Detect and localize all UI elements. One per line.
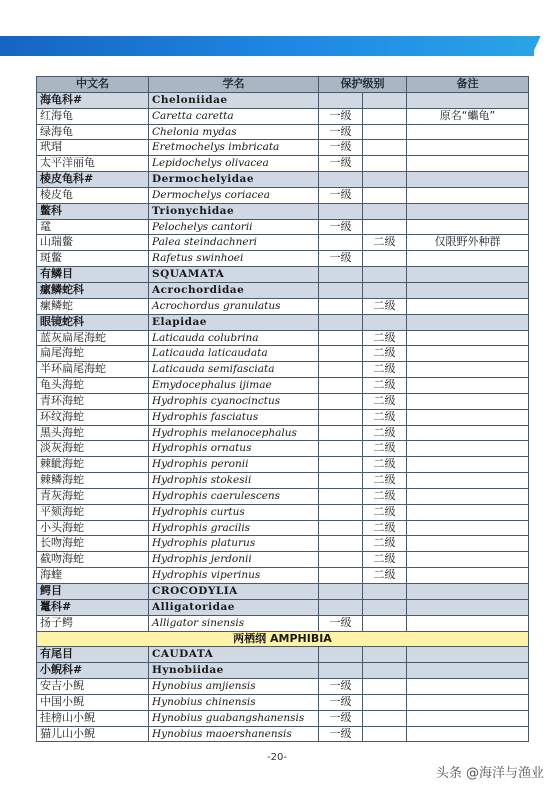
- level-1-cell: [319, 346, 363, 362]
- cn-name-cell: 棘眦海蛇: [37, 457, 149, 473]
- level-2-cell: 二级: [363, 568, 407, 584]
- sci-name-cell: Hydrophis gracilis: [149, 520, 319, 536]
- level-2-cell: [363, 251, 407, 267]
- sci-name-cell: Alligatoridae: [149, 599, 319, 615]
- level-2-cell: 二级: [363, 378, 407, 394]
- sci-name-cell: Palea steindachneri: [149, 235, 319, 251]
- level-1-cell: [319, 267, 363, 283]
- level-1-cell: [319, 584, 363, 600]
- note-cell: [407, 473, 529, 489]
- cn-name-cell: 中国小鲵: [37, 694, 149, 710]
- table-header-row: [37, 77, 529, 93]
- level-1-cell: [319, 298, 363, 314]
- level-1-cell: 一级: [319, 187, 363, 203]
- cn-name-cell: 扁尾海蛇: [37, 346, 149, 362]
- cn-name-cell: 蓝灰扁尾海蛇: [37, 330, 149, 346]
- table-row: [37, 457, 529, 473]
- note-cell: [407, 219, 529, 235]
- table-row: [37, 409, 529, 425]
- table-row: [37, 298, 529, 314]
- level-1-cell: 一级: [319, 694, 363, 710]
- sci-name-cell: Caretta caretta: [149, 108, 319, 124]
- cn-name-cell: 瘰鳞蛇: [37, 298, 149, 314]
- level-2-cell: [363, 156, 407, 172]
- family-row: [37, 663, 529, 679]
- table-row: [37, 219, 529, 235]
- sci-name-cell: SQUAMATA: [149, 267, 319, 283]
- cn-name-cell: 棱皮龟科#: [37, 172, 149, 188]
- cn-name-cell: 太平洋丽龟: [37, 156, 149, 172]
- page-number: -20-: [267, 752, 287, 763]
- species-table: [36, 76, 529, 742]
- sci-name-cell: CAUDATA: [149, 647, 319, 663]
- level-1-cell: [319, 568, 363, 584]
- sci-name-cell: Hydrophis viperinus: [149, 568, 319, 584]
- note-cell: [407, 282, 529, 298]
- family-row: [37, 282, 529, 298]
- note-cell: [407, 346, 529, 362]
- cn-name-cell: 瘰鳞蛇科: [37, 282, 149, 298]
- top-banner: [0, 36, 534, 56]
- cn-name-cell: 有尾目: [37, 647, 149, 663]
- level-2-cell: [363, 663, 407, 679]
- note-cell: [407, 330, 529, 346]
- table-row: [37, 235, 529, 251]
- level-2-cell: 二级: [363, 457, 407, 473]
- table-row: [37, 362, 529, 378]
- level-1-cell: [319, 441, 363, 457]
- table-row: [37, 441, 529, 457]
- level-2-cell: [363, 187, 407, 203]
- note-cell: [407, 552, 529, 568]
- level-1-cell: [319, 362, 363, 378]
- level-2-cell: 二级: [363, 346, 407, 362]
- table-row: [37, 568, 529, 584]
- table-row: [37, 124, 529, 140]
- level-2-cell: [363, 203, 407, 219]
- note-cell: [407, 504, 529, 520]
- family-row: [37, 172, 529, 188]
- sci-name-cell: Hynobius chinensis: [149, 694, 319, 710]
- table-row: [37, 694, 529, 710]
- note-cell: [407, 172, 529, 188]
- note-cell: [407, 694, 529, 710]
- level-1-cell: [319, 647, 363, 663]
- cn-name-cell: 环纹海蛇: [37, 409, 149, 425]
- note-cell: [407, 679, 529, 695]
- table-row: [37, 520, 529, 536]
- note-cell: [407, 726, 529, 742]
- level-2-cell: 二级: [363, 235, 407, 251]
- sci-name-cell: Hynobiidae: [149, 663, 319, 679]
- sci-name-cell: Hydrophis cyanocinctus: [149, 393, 319, 409]
- cn-name-cell: 绿海龟: [37, 124, 149, 140]
- sci-name-cell: Laticauda colubrina: [149, 330, 319, 346]
- table-row: [37, 425, 529, 441]
- note-cell: [407, 441, 529, 457]
- family-row: [37, 647, 529, 663]
- sci-name-cell: Hydrophis jerdonii: [149, 552, 319, 568]
- note-cell: [407, 156, 529, 172]
- table-row: [37, 251, 529, 267]
- note-cell: [407, 425, 529, 441]
- level-1-cell: [319, 235, 363, 251]
- cn-name-cell: 山瑞鳖: [37, 235, 149, 251]
- table-row: [37, 726, 529, 742]
- level-2-cell: [363, 615, 407, 631]
- sci-name-cell: Dermochelyidae: [149, 172, 319, 188]
- level-1-cell: [319, 393, 363, 409]
- sci-name-cell: Elapidae: [149, 314, 319, 330]
- sci-name-cell: Hynobius maoershanensis: [149, 726, 319, 742]
- level-2-cell: [363, 219, 407, 235]
- table-row: [37, 615, 529, 631]
- note-cell: [407, 568, 529, 584]
- level-2-cell: [363, 679, 407, 695]
- level-1-cell: [319, 330, 363, 346]
- level-2-cell: 二级: [363, 330, 407, 346]
- cn-name-cell: 平颏海蛇: [37, 504, 149, 520]
- cn-name-cell: 鼋: [37, 219, 149, 235]
- note-cell: [407, 409, 529, 425]
- level-2-cell: [363, 124, 407, 140]
- note-cell: 仅限野外种群: [407, 235, 529, 251]
- table-row: [37, 536, 529, 552]
- table-row: [37, 393, 529, 409]
- level-1-cell: [319, 314, 363, 330]
- note-cell: [407, 457, 529, 473]
- table-row: [37, 156, 529, 172]
- sci-name-cell: Lepidochelys olivacea: [149, 156, 319, 172]
- table-row: [37, 710, 529, 726]
- note-cell: [407, 187, 529, 203]
- table-row: [37, 488, 529, 504]
- family-row: [37, 267, 529, 283]
- sci-name-cell: Chelonia mydas: [149, 124, 319, 140]
- level-1-cell: 一级: [319, 251, 363, 267]
- level-2-cell: 二级: [363, 488, 407, 504]
- level-1-cell: [319, 172, 363, 188]
- cn-name-cell: 斑鳖: [37, 251, 149, 267]
- note-cell: [407, 615, 529, 631]
- note-cell: [407, 92, 529, 108]
- note-cell: [407, 140, 529, 156]
- cn-name-cell: 棱皮龟: [37, 187, 149, 203]
- note-cell: [407, 647, 529, 663]
- sci-name-cell: Dermochelys coriacea: [149, 187, 319, 203]
- table-row: [37, 504, 529, 520]
- level-1-cell: [319, 488, 363, 504]
- level-1-cell: 一级: [319, 156, 363, 172]
- sci-name-cell: Hydrophis platurus: [149, 536, 319, 552]
- level-2-cell: [363, 726, 407, 742]
- cn-name-cell: 青环海蛇: [37, 393, 149, 409]
- level-2-cell: 二级: [363, 393, 407, 409]
- sci-name-cell: Hydrophis melanocephalus: [149, 425, 319, 441]
- sci-name-cell: Emydocephalus ijimae: [149, 378, 319, 394]
- level-1-cell: [319, 203, 363, 219]
- level-2-cell: 二级: [363, 409, 407, 425]
- sci-name-cell: Hynobius guabangshanensis: [149, 710, 319, 726]
- table-row: [37, 346, 529, 362]
- sci-name-cell: Laticauda semifasciata: [149, 362, 319, 378]
- note-cell: [407, 362, 529, 378]
- header-sci-name: 学名: [149, 77, 319, 93]
- class-row: [37, 631, 529, 647]
- note-cell: [407, 203, 529, 219]
- level-2-cell: 二级: [363, 552, 407, 568]
- sci-name-cell: Hydrophis fasciatus: [149, 409, 319, 425]
- level-2-cell: [363, 267, 407, 283]
- cn-name-cell: 小头海蛇: [37, 520, 149, 536]
- level-1-cell: [319, 92, 363, 108]
- table-row: [37, 330, 529, 346]
- level-2-cell: [363, 172, 407, 188]
- sci-name-cell: CROCODYLIA: [149, 584, 319, 600]
- note-cell: [407, 710, 529, 726]
- cn-name-cell: 淡灰海蛇: [37, 441, 149, 457]
- level-1-cell: [319, 378, 363, 394]
- note-cell: [407, 314, 529, 330]
- cn-name-cell: 鼍科#: [37, 599, 149, 615]
- level-2-cell: [363, 647, 407, 663]
- level-2-cell: [363, 710, 407, 726]
- sci-name-cell: Rafetus swinhoei: [149, 251, 319, 267]
- sci-name-cell: Laticauda laticaudata: [149, 346, 319, 362]
- cn-name-cell: 猫儿山小鲵: [37, 726, 149, 742]
- sci-name-cell: Hydrophis ornatus: [149, 441, 319, 457]
- level-1-cell: [319, 520, 363, 536]
- sci-name-cell: Hydrophis stokesii: [149, 473, 319, 489]
- table-row: [37, 679, 529, 695]
- table-row: [37, 378, 529, 394]
- level-1-cell: 一级: [319, 108, 363, 124]
- cn-name-cell: 鳖科: [37, 203, 149, 219]
- level-2-cell: [363, 108, 407, 124]
- cn-name-cell: 海龟科#: [37, 92, 149, 108]
- table-row: [37, 108, 529, 124]
- sci-name-cell: Cheloniidae: [149, 92, 319, 108]
- cn-name-cell: 青灰海蛇: [37, 488, 149, 504]
- level-1-cell: 一级: [319, 140, 363, 156]
- level-2-cell: [363, 282, 407, 298]
- cn-name-cell: 截吻海蛇: [37, 552, 149, 568]
- level-2-cell: 二级: [363, 520, 407, 536]
- header-note: 备注: [407, 77, 529, 93]
- cn-name-cell: 有鳞目: [37, 267, 149, 283]
- header-cn-name: 中文名: [37, 77, 149, 93]
- level-1-cell: [319, 425, 363, 441]
- note-cell: [407, 520, 529, 536]
- level-2-cell: [363, 140, 407, 156]
- level-2-cell: 二级: [363, 536, 407, 552]
- level-2-cell: 二级: [363, 504, 407, 520]
- cn-name-cell: 玳瑁: [37, 140, 149, 156]
- level-1-cell: [319, 473, 363, 489]
- sci-name-cell: Alligator sinensis: [149, 615, 319, 631]
- cn-name-cell: 红海龟: [37, 108, 149, 124]
- level-2-cell: [363, 92, 407, 108]
- sci-name-cell: Hydrophis curtus: [149, 504, 319, 520]
- level-2-cell: 二级: [363, 425, 407, 441]
- family-row: [37, 203, 529, 219]
- sci-name-cell: Eretmochelys imbricata: [149, 140, 319, 156]
- sci-name-cell: Pelochelys cantorii: [149, 219, 319, 235]
- level-2-cell: 二级: [363, 441, 407, 457]
- cn-name-cell: 半环扁尾海蛇: [37, 362, 149, 378]
- cn-name-cell: 鳄目: [37, 584, 149, 600]
- sci-name-cell: Hydrophis caerulescens: [149, 488, 319, 504]
- note-cell: [407, 251, 529, 267]
- cn-name-cell: 挂榜山小鲵: [37, 710, 149, 726]
- note-cell: [407, 536, 529, 552]
- cn-name-cell: 眼镜蛇科: [37, 314, 149, 330]
- note-cell: [407, 599, 529, 615]
- table-body: [37, 92, 529, 742]
- level-1-cell: [319, 536, 363, 552]
- level-1-cell: 一级: [319, 219, 363, 235]
- level-1-cell: 一级: [319, 615, 363, 631]
- level-1-cell: 一级: [319, 124, 363, 140]
- table-row: [37, 187, 529, 203]
- cn-name-cell: 龟头海蛇: [37, 378, 149, 394]
- family-row: [37, 92, 529, 108]
- level-1-cell: [319, 282, 363, 298]
- level-1-cell: [319, 663, 363, 679]
- note-cell: [407, 378, 529, 394]
- level-2-cell: [363, 584, 407, 600]
- sci-name-cell: Acrochordus granulatus: [149, 298, 319, 314]
- cn-name-cell: 扬子鳄: [37, 615, 149, 631]
- cn-name-cell: 安吉小鲵: [37, 679, 149, 695]
- level-2-cell: 二级: [363, 362, 407, 378]
- level-2-cell: [363, 314, 407, 330]
- level-2-cell: 二级: [363, 298, 407, 314]
- header-protection-level: 保护级别: [319, 77, 407, 93]
- level-2-cell: [363, 599, 407, 615]
- sci-name-cell: Hynobius amjiensis: [149, 679, 319, 695]
- note-cell: 原名“蠵龟”: [407, 108, 529, 124]
- family-row: [37, 584, 529, 600]
- sci-name-cell: Hydrophis peronii: [149, 457, 319, 473]
- family-row: [37, 599, 529, 615]
- sci-name-cell: Trionychidae: [149, 203, 319, 219]
- sci-name-cell: Acrochordidae: [149, 282, 319, 298]
- level-1-cell: [319, 552, 363, 568]
- cn-name-cell: 长吻海蛇: [37, 536, 149, 552]
- note-cell: [407, 124, 529, 140]
- class-label: 两栖纲 AMPHIBIA: [37, 631, 529, 647]
- note-cell: [407, 267, 529, 283]
- level-2-cell: 二级: [363, 473, 407, 489]
- level-1-cell: 一级: [319, 726, 363, 742]
- level-1-cell: [319, 504, 363, 520]
- level-1-cell: [319, 457, 363, 473]
- cn-name-cell: 海蝰: [37, 568, 149, 584]
- cn-name-cell: 小鲵科#: [37, 663, 149, 679]
- note-cell: [407, 393, 529, 409]
- table-row: [37, 140, 529, 156]
- table-row: [37, 552, 529, 568]
- table-row: [37, 473, 529, 489]
- cn-name-cell: 棘鳞海蛇: [37, 473, 149, 489]
- family-row: [37, 314, 529, 330]
- level-2-cell: [363, 694, 407, 710]
- note-cell: [407, 584, 529, 600]
- note-cell: [407, 488, 529, 504]
- level-1-cell: 一级: [319, 710, 363, 726]
- level-1-cell: [319, 599, 363, 615]
- level-1-cell: 一级: [319, 679, 363, 695]
- note-cell: [407, 298, 529, 314]
- cn-name-cell: 黑头海蛇: [37, 425, 149, 441]
- level-1-cell: [319, 409, 363, 425]
- watermark: 头条 @海洋与渔业: [435, 766, 544, 781]
- note-cell: [407, 663, 529, 679]
